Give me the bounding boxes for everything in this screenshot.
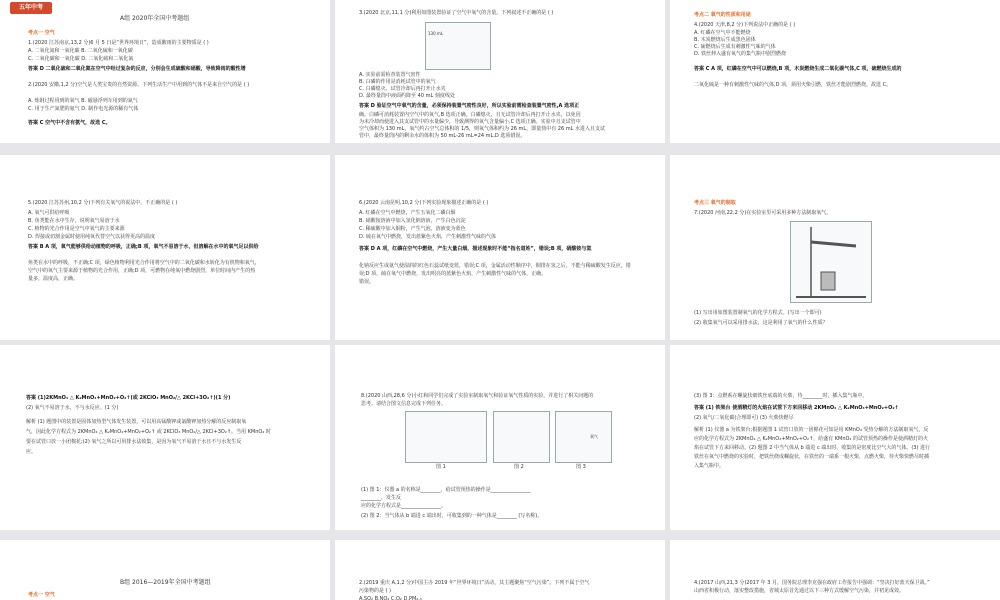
oxygen-label: 氧气	[590, 434, 598, 439]
explanation-line-1: 解析 (1) 题图中的装置是固体加热型气体发生装置，可以用高锰酸钾或氯酸钾加热分解的反应制取氧	[26, 419, 247, 425]
answer-2: 答案 C 空气中不含有氨气，故选 C。	[28, 120, 111, 126]
option-a: A. 红磷在空气中不能燃烧	[694, 30, 751, 36]
option-d: D. 铁丝伸入盛有氧气的集气瓶中剧烈燃烧	[694, 51, 787, 57]
explanation-line-3: 要在试管口放一小团棉花;(2) 氧气之所以可用排水法收集，是因为氧气不易溶于水且不与水发生反	[26, 439, 242, 445]
option-d: D. 最终量筒中液面约降至 40 mL 刻度线处	[359, 93, 455, 99]
logo-badge: 五年中考	[10, 2, 52, 14]
option-b: B. 白磷的作用是消耗试管中的氧气	[359, 79, 436, 85]
answer-7-part-2: (2) 氧气不易溶于水，不与水反应。(1 分)	[26, 405, 119, 411]
explanation-line-1: 鱼类在水中的呼吸，不正确;C 项，绿色植物利用光合作用将空气中的二氧化碳和水转化为有机物和氧气，	[28, 260, 260, 266]
question-4: 4.(2020 天津,8,2 分)下列说法中正确的是 ( )	[694, 22, 796, 28]
explanation-line-2: 气，因此化学方程式为 2KMnO₄ △ K₂MnO₄+MnO₂+O₂↑ 或 2KClO₃ MnO₂/△ 2KCl+3O₂↑。当用 KMnO₄ 时	[26, 429, 271, 435]
option-b: B. 木炭燃烧后生成黑色固体	[694, 37, 756, 43]
option-d: D. 硫在氧气中燃烧，发出蓝紫色火焰，产生刺激性气味的气体	[359, 234, 497, 240]
question-b4-cont: 山西省积极行动，落实整改措施，省城太原首先通过以下三种方式缓解空气污染，并初见成效。	[694, 588, 905, 594]
section-heading: 考点三 氧气的制取	[694, 200, 736, 206]
answer-7: 答案 (1)2KMnO₄ △ K₂MnO₄+MnO₂+O₂↑(或 2KClO₃ MnO₂/△ 2KCl+3O₂↑)(1 分)	[26, 395, 231, 401]
slide-12	[670, 540, 1000, 600]
slide-11	[335, 540, 665, 600]
question-1-options-ab: A. 二氧化氮和一氧化碳 B. 二氧化硫和一氧化碳	[28, 48, 133, 54]
explanation-line-3: 空气体积为 130 mL，氧气约占空气总体积的 1/5，则氧气体积约为 26 mL，即量筒中有 26 mL 水进入且支试	[359, 126, 606, 132]
slide-7	[0, 345, 330, 530]
question-8-line-2: 思考。请结合图文信息完成下列任务。	[361, 401, 447, 407]
explanation-line-5: 入集气瓶中。	[694, 463, 725, 469]
slide-9	[670, 345, 1000, 530]
figure-1-caption: 图 1	[436, 464, 446, 470]
answer-8-part-2: (2) 氧气/二氧化碳(合理即可) (3) 火柴快燃尽	[694, 415, 794, 421]
question-2-options-cd: C. 用于生产氮肥的氨气 D. 制作电光源的稀有气体	[28, 106, 139, 112]
answer-4: 答案 C A 项，红磷在空气中可以燃烧,B 项，木炭燃烧生成二氧化碳气体,C 项，硫燃烧生成的	[694, 66, 902, 72]
apparatus-drawing	[791, 222, 871, 302]
group-title: B组 2016—2019年全国中考题组	[120, 579, 211, 586]
explanation-line-1: 确。白磷可消耗装置内空气中的氧气,B 选项正确。白磷熄灭、且无试管冷却后再打开止水夹，以免因	[359, 112, 581, 118]
answer-5: 答案 B A 项，氧气能够供给动植物的呼吸，正确;B 项，氧气不易溶于水，但溶解在水中的氧气足以供给	[28, 244, 259, 250]
slide-5	[335, 155, 665, 340]
question-5: 5.(2020 江苏苏州,10,2 分)下列有关氧气的说法中，不正确的是 ( )	[28, 200, 178, 206]
figure-3-apparatus	[555, 411, 612, 470]
question-2-options-ab: A. 炼钢过程用到的氧气 B. 磁悬浮列车用到的氮气	[28, 98, 138, 104]
heating-apparatus-figure	[790, 221, 872, 303]
option-a: A. 实验前需检查装置气密性	[359, 72, 421, 78]
sub-question-1: (1) 写出用如图装置制氧气的化学方程式。(写出一个即可)	[694, 310, 822, 316]
option-d: D. 焊接或切割金属时使用纯氧代替空气以获得更高的温度	[28, 234, 156, 240]
question-b2: 2.(2019 重庆 A,1,2 分)中国主办 2019 年“世界环境日”活动，其主题聚焦“空气污染”。下列不属于空气	[359, 580, 590, 586]
question-8: 8.(2020 山西,28,6 分)小红和同学们完成了实验室制取氧气和验证氧气性质的实验，并进行了相关问题的	[361, 393, 594, 399]
explanation-line-3: 量多，温度高，正确。	[28, 276, 79, 282]
section-heading: 考点一 空气	[28, 592, 55, 598]
option-a: A. 氧气可供给呼吸	[28, 210, 70, 216]
sub-question-1-equation: 应的化学方程式是________________。	[361, 503, 447, 509]
question-b2-cont: 污染物的是 ( )	[359, 588, 392, 594]
figure-3-caption: 图 3	[576, 464, 586, 470]
option-c: C. 植物的光合作用是空气中氧气的主要来源	[28, 226, 125, 232]
option-c: C. 硫燃烧后生成有刺激性气味的气体	[694, 44, 776, 50]
option-c: C. 稀硫酸中加入铜粉，产生气泡，溶液变为蓝色	[359, 226, 466, 232]
sub-question-1-cont: ________，发生反	[361, 495, 402, 501]
figure-2-caption: 图 2	[514, 464, 524, 470]
section-heading: 考点一 空气	[28, 30, 55, 36]
question-2: 2.(2020 安徽,1,2 分)空气是人类宝贵的自然资源。下列生活生产中用到的气体不是来自空气的是 ( )	[28, 82, 250, 88]
question-3: 3.(2020 北京,11,1 分)利用如图装置验证了空气中氧气的含量。下列叙述不正确的是 ( )	[359, 10, 554, 16]
explanation-line-1: 解析 (1) 仪器 a 为铁架台;根据题图 1 试管口放的一团棉花可知是用 KMnO₄ 受热分解的方法制取氧气，反	[694, 427, 929, 433]
question-1: 1.(2020 江苏南京,13,2 分)6 月 5 日是“世界环境日”，造成酸雨的主要物质是 ( )	[28, 40, 209, 46]
explanation-line-2: 空气中的氧气主要来源于植物的光合作用，正确;D 项，可燃物在纯氧中燃烧剧烈，单位时间内产生的热	[28, 268, 256, 274]
question-b4: 4.(2017 山西,21,3 分)2017 年 3 月，国务院总理李克强在政府工作报告中强调：“坚决打好蓝天保卫战。”	[694, 580, 930, 586]
option-b: B. 鱼类能在水中生存，说明氧气易溶于水	[28, 218, 120, 224]
figure-label: 130 mL	[428, 31, 444, 36]
explanation-line-1: 化钠反应生成氨气使湿润的红色石蕊试纸变蓝，错误;C 项，金属活动性顺序中，铜排在氢之后，不能与稀硫酸发生反应，错	[359, 263, 631, 269]
slide-10	[0, 540, 330, 600]
explanation: 二氧化硫是一种有刺激性气味的气体,D 项，须用火柴引燃，铁丝才能剧烈燃烧。故选 C。	[694, 82, 892, 88]
explanation-line-4: 应。	[26, 449, 37, 455]
answer-3: 答案 D 验证空气中氧气的含量，必须保持装置气密性良好，所以实验前需检查装置气密性,A 选项正	[359, 103, 580, 109]
slide-6	[670, 155, 1000, 340]
option-a: A. 红磷在空气中燃烧，产生五氧化二磷白烟	[359, 210, 456, 216]
slide-4	[0, 155, 330, 340]
sub-question-1: (1) 图 1：仪器 a 的名称是________，给试管预热的操作是________________	[361, 487, 531, 493]
explanation-line-3: 错误。	[359, 279, 375, 285]
question-b2-options: A.SO₂ B.NO₂ C.O₂ D.PM₂.₅	[359, 596, 422, 600]
explanation-line-4: 管中，最终量筒内的剩余水的体积为 50 mL-26 mL=24 mL,D 选项错误。	[359, 133, 526, 139]
section-heading: 考点二 氧气的性质和用途	[694, 12, 751, 18]
answer-1: 答案 D 二氧化硫和二氧化氮在空气中经过复杂的反应，分别会生成硫酸和硝酸，导致降雨的酸性增	[28, 66, 246, 72]
answer-8: 答案 (1) 铁架台 使酒精灯的火焰在试管下方来回移动 2KMnO₄ △ K₂MnO₄+MnO₂+O₂↑	[694, 405, 899, 411]
explanation-line-4: 铁丝在氧气中燃烧的实验时，把铁丝绕成螺旋状，在铁丝的一端系一根火柴，点燃火柴，待火柴快燃尽时插	[694, 454, 930, 460]
question-7: 7.(2020 河南,22,2 分)在实验室里可采用多种方法制取氧气。	[694, 210, 832, 216]
sub-question-2: (2) 图 2：当气体从 b 端进 c 端出时，可收集到的一种气体是________ (写名称)。	[361, 513, 543, 519]
slide-1	[0, 0, 330, 143]
explanation-line-3: 焰在试管下方来回移动。(2) 题图 2 中当气体从 b 端进 c 端出时，收集的是密度比空气大的气体。(3) 进行	[694, 445, 930, 451]
explanation-line-2: 为未冷却而使进入其支试管中的水量偏少，导致测得的氧气含量偏小,C 选项正确。实验中且支试管中	[359, 119, 581, 125]
figure-2-apparatus	[493, 411, 550, 470]
question-1-options-cd: C. 二氧化碳和一氧化碳 D. 二氧化硫和二氧化氮	[28, 56, 134, 62]
option-c: C. 白磷熄灭、试管冷却后再打开止水夹	[359, 86, 446, 92]
slide-2	[335, 0, 665, 143]
slide-8	[335, 345, 665, 530]
answer-6: 答案 D A 项，红磷在空气中燃烧，产生大量白烟，描述现象时不能“指名道姓”，错误;B 项，硝酸铵与氢	[359, 246, 592, 252]
option-b: B. 硝酸铵溶液中加入氢化钠溶液，产生白色沉淀	[359, 218, 466, 224]
group-title: A组 2020年全国中考题组	[120, 15, 190, 22]
sub-question-2: (2) 收集氧气可以采用排水法，这是利用了氧气的什么性质？	[694, 320, 828, 326]
explanation-line-2: 误;D 项，硫在氧气中燃烧，发出明亮的蓝紫色火焰，产生刺激性气味的气体，正确。	[359, 271, 547, 277]
explanation-line-2: 应的化学方程式为 2KMnO₄ △ K₂MnO₄+MnO₂+O₂↑，给盛有 KMnO₄ 的试管预热的操作是使酒精灯的火	[694, 436, 929, 442]
figure-1-apparatus	[405, 411, 487, 470]
question-6: 6.(2020 云南昆明,10,2 分)下列实验现象描述正确的是 ( )	[359, 200, 489, 206]
sub-question-3: (3) 图 3：点燃系在螺旋状细铁丝底端的火柴，待________时，插入集气瓶中。	[694, 393, 868, 399]
slide-3	[670, 0, 1000, 143]
apparatus-figure	[425, 22, 491, 70]
